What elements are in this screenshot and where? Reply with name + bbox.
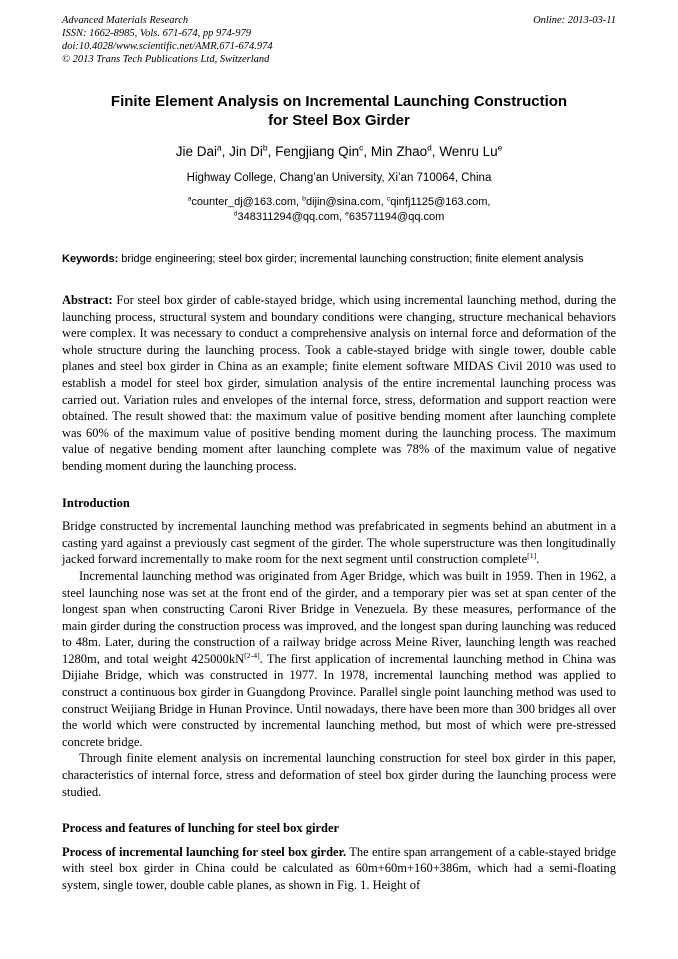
keywords-text: bridge engineering; steel box girder; incremental launching construction; finite element analysis	[118, 253, 584, 265]
paragraph-text: The entire span arrangement of a cable-stayed bridge with steel box girder in China could be calculated as 60m+60m+160+386m, which had a semi-floating system, single tower, double cable planes, as shown in Fig. 1. Height of	[62, 844, 617, 892]
paper-title-line2: for Steel Box Girder	[268, 112, 410, 129]
paper-title	[62, 92, 616, 130]
author-affiliation-mark: e	[497, 142, 503, 153]
journal-name: Advanced Materials Research	[62, 15, 189, 26]
author-affiliation-mark: d	[427, 142, 432, 153]
email-mark: d	[233, 210, 238, 218]
citation-ref: [1]	[527, 551, 537, 561]
author-emails	[62, 195, 616, 225]
author-affiliation-mark: c	[359, 142, 364, 153]
author-separator: ,	[363, 144, 371, 159]
keywords-label: Keywords:	[62, 253, 119, 265]
email-address: counter_dj@163.com,	[191, 196, 303, 208]
introduction-paragraph-3: Through finite element analysis on incremental launching construction for steel box girder in this paper, characteristics of internal force, stress and deformation of steel box girder during the launching process were studied.	[62, 751, 616, 799]
author-name: Jie Dai	[175, 144, 217, 159]
email-address: dijin@sina.com,	[305, 196, 387, 208]
copyright-line: © 2013 Trans Tech Publications Ltd, Switzerland	[62, 54, 270, 65]
citation-ref: [2-4]	[244, 650, 260, 660]
email-address: 63571194@qq.com	[348, 211, 445, 223]
process-paragraph-1	[62, 844, 616, 894]
paragraph-text: Incremental launching method was originated from Ager Bridge, which was built in 1959. Then in 1962, a steel launching nose was set at the front end of the girder, and a temporary pier was set at span center of the longest span when constructing Caroni River Bridge in Venezuela. By these measures, performance of the main girder during the construction process was improved, and the longest span during launching was reduced to 48m. Later, during the construction of a railway bridge across Meine River, launching length was reached 1280m, and total weight 425000kN	[62, 568, 616, 666]
authors-line	[62, 143, 616, 160]
paragraph-lead-bold: Process of incremental launching for steel box girder.	[62, 844, 347, 859]
abstract-text: For steel box girder of cable-stayed bridge, which using incremental launching method, during the launching process, structural system and boundary conditions were changing, structure mechanical behaviors were complex. It was necessary to conduct a comprehensive analysis on internal force and deformation of the whole structure during the launching process. Took a cable-stayed bridge with single tower, double cable planes and steel box girder in China as an example; finite element software MIDAS Civil 2010 was used to establish a model for steel box girder, simulation analysis of the entire incremental launching process was carried out. Variation rules and envelopes of the internal force, stress, deformation and support reaction were obtained. The result showed that: the maximum value of positive bending moment after launching complete was 60% of the maximum value of positive bending moment during the launching process. The maximum value of negative bending moment after launching complete was 78% of the maximum value of negative bending moment during the launching process.	[62, 293, 616, 473]
issn-line: ISSN: 1662-8985, Vols. 671-674, pp 974-979	[62, 28, 251, 39]
author-separator: ,	[221, 144, 230, 159]
paper-title-line1: Finite Element Analysis on Incremental Launching Construction	[110, 93, 568, 110]
author-separator: ,	[431, 144, 440, 159]
doi-line: doi:10.4028/www.scientific.net/AMR.671-674.974	[62, 41, 273, 52]
paragraph-text: Bridge constructed by incremental launching method was prefabricated in segments behind an abutment in a casting yard against a previously cast segment of the girder. The whole superstructure was then longitudinally jacked forward incrementally to make room for the next segment until construction complete	[62, 519, 616, 567]
paragraph-text: . The first application of incremental launching method in China was Dijiahe Bridge, which was constructed in 1977. In 1978, incremental launching method was applied to construct a continuous box girder in Guangdong Province. Parallel single point launching method was used to construct Weijiang Bridge in Hunan Province. Until nowadays, there have been more than 300 bridges all over the world which were constructed by incremental launching method, but most of which were pre-stressed concrete bridge.	[62, 651, 616, 749]
email-address: qinfj1125@163.com,	[390, 196, 491, 208]
email-line-1	[62, 195, 616, 210]
author-affiliation-mark: b	[262, 142, 268, 153]
email-mark: a	[187, 195, 192, 203]
introduction-paragraph-2	[62, 568, 616, 751]
abstract-label: Abstract:	[62, 293, 113, 307]
author-name: Fengjiang Qin	[275, 144, 360, 159]
author-name: Wenru Lu	[439, 144, 498, 159]
affiliation-line: Highway College, Chang’an University, Xi’an 710064, China	[186, 172, 492, 184]
keywords-block	[62, 252, 616, 266]
paragraph-text: .	[536, 552, 540, 567]
email-line-2	[62, 210, 616, 225]
author-name: Min Zhao	[370, 144, 428, 159]
email-mark: e	[345, 210, 349, 218]
section-heading-introduction: Introduction	[62, 495, 130, 510]
section-heading-process: Process and features of lunching for steel box girder	[62, 821, 340, 836]
author-name: Jin Di	[229, 144, 263, 159]
abstract-block	[62, 292, 616, 475]
email-address: 348311294@qq.com,	[237, 211, 346, 223]
introduction-paragraph-1	[62, 518, 616, 568]
online-date: Online: 2013-03-11	[533, 15, 616, 26]
author-affiliation-mark: a	[216, 142, 222, 153]
author-separator: ,	[267, 144, 276, 159]
email-mark: b	[302, 195, 306, 203]
journal-header-left	[62, 14, 273, 66]
journal-header	[62, 14, 616, 66]
email-mark: c	[386, 195, 391, 203]
